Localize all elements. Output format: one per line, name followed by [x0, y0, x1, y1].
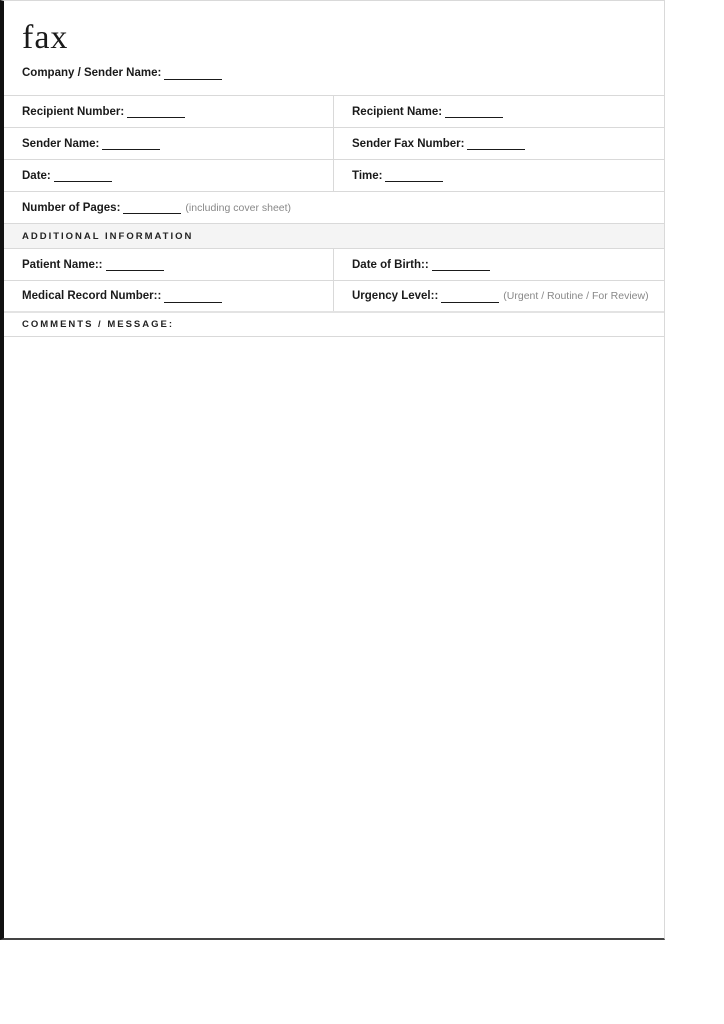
additional-info-heading: ADDITIONAL INFORMATION [4, 224, 664, 249]
time-label: Time: [352, 169, 383, 182]
form-row [4, 192, 664, 224]
date-of-birth-blank[interactable] [432, 258, 490, 271]
sender-name-label: Sender Name: [22, 137, 100, 150]
urgency-level-label: Urgency Level:: [352, 290, 439, 302]
recipient-name-label: Recipient Name: [352, 105, 443, 118]
urgency-level-hint: (Urgent / Routine / For Review) [503, 290, 649, 302]
pages-label: Number of Pages: [22, 201, 121, 214]
sender-name-blank[interactable] [102, 137, 160, 150]
form-row [4, 281, 664, 313]
date-blank[interactable] [54, 169, 112, 182]
form-row [4, 160, 664, 192]
comments-area[interactable] [4, 337, 664, 935]
medical-record-number-field [4, 281, 333, 311]
urgency-level-blank[interactable] [441, 290, 499, 303]
sender-fax-number-field [333, 128, 664, 159]
medical-record-number-blank[interactable] [164, 290, 222, 303]
pages-hint: (including cover sheet) [185, 201, 292, 214]
form-row [4, 96, 664, 128]
time-blank[interactable] [385, 169, 443, 182]
sender-fax-number-label: Sender Fax Number: [352, 137, 465, 150]
form-row [4, 249, 664, 281]
recipient-number-label: Recipient Number: [22, 105, 125, 118]
time-field [333, 160, 664, 191]
urgency-level-field [333, 281, 667, 311]
company-sender-field [22, 67, 222, 80]
patient-name-blank[interactable] [106, 258, 164, 271]
recipient-name-field [333, 96, 664, 127]
patient-name-label: Patient Name:: [22, 258, 103, 271]
sender-name-field [4, 128, 333, 159]
medical-record-number-label: Medical Record Number:: [22, 290, 162, 302]
header [4, 1, 664, 96]
page-title: fax [22, 19, 69, 56]
company-sender-blank[interactable] [164, 67, 222, 80]
comments-heading: COMMENTS / MESSAGE: [4, 313, 664, 337]
patient-name-field [4, 249, 333, 280]
date-of-birth-label: Date of Birth:: [352, 258, 429, 271]
form-row [4, 128, 664, 160]
recipient-number-blank[interactable] [127, 105, 185, 118]
recipient-name-blank[interactable] [445, 105, 503, 118]
pages-blank[interactable] [123, 201, 181, 214]
date-field [4, 160, 333, 191]
date-of-birth-field [333, 249, 664, 280]
recipient-number-field [4, 96, 333, 127]
date-label: Date: [22, 169, 51, 182]
company-sender-label: Company / Sender Name: [22, 67, 162, 79]
pages-field [4, 192, 664, 223]
sender-fax-number-blank[interactable] [467, 137, 525, 150]
